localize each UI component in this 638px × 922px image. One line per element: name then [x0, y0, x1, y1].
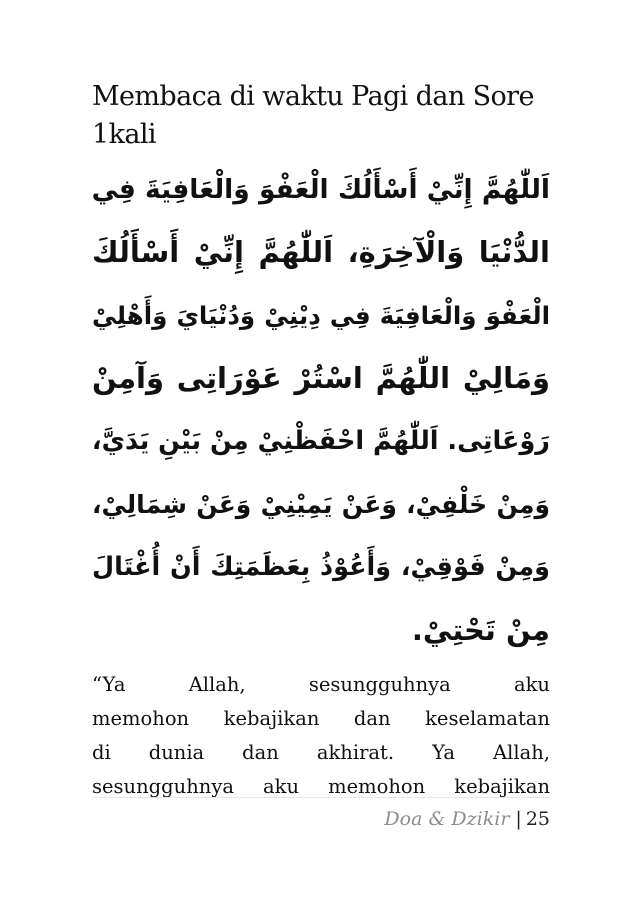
footer-divider [92, 797, 550, 798]
arabic-prayer-text [92, 158, 550, 662]
arabic-line-7: وَمِنْ فَوْقِيْ، وَأَعُوْذُ بِعَظَمَتِكَ أَنْ أُغْتَالَ [92, 552, 550, 582]
translation-line-3: di dunia dan akhirat. Ya Allah, [92, 741, 550, 764]
footer-book-title: Doa & Dzikir [384, 808, 510, 830]
heading-line-1: Membaca di waktu Pagi dan Sore [92, 81, 534, 112]
translation-line-2: memohon kebajikan dan keselamatan [92, 707, 550, 730]
arabic-line-2: الدُّنْيَا وَالْآخِرَةِ، اَللّٰهُمَّ إِنِّيْ أَسْأَلُكَ [92, 235, 550, 269]
footer-separator: | [515, 808, 522, 830]
arabic-line-1: اَللّٰهُمَّ إِنِّيْ أَسْأَلُكَ الْعَفْوَ وَالْعَافِيَةَ فِي [91, 174, 550, 205]
arabic-line-3: الْعَفْوَ وَالْعَافِيَةَ فِي دِيْنِيْ وَدُنْيَايَ وَأَهْلِيْ [92, 301, 550, 330]
translation-line-4: sesungguhnya aku memohon kebajikan [92, 775, 550, 798]
arabic-line-6: وَمِنْ خَلْفِيْ، وَعَنْ يَمِيْنِيْ وَعَنْ شِمَالِيْ، [92, 490, 550, 519]
page-content [92, 78, 550, 804]
page-footer [384, 806, 550, 832]
arabic-line-8: مِنْ تَحْتِيْ. [411, 613, 550, 647]
translation-text [92, 668, 550, 804]
arabic-line-4: وَمَالِيْ اللّٰهُمَّ اسْتُرْ عَوْرَاتِى وَآمِنْ [92, 361, 550, 395]
section-heading [92, 78, 550, 154]
arabic-line-5: رَوْعَاتِى. اَللّٰهُمَّ احْفَظْنِيْ مِنْ بَيْنِ يَدَيَّ، [91, 426, 550, 456]
page-number: 25 [525, 808, 550, 830]
heading-line-2: 1kali [92, 119, 156, 150]
translation-line-1: “Ya Allah, sesungguhnya aku [92, 673, 550, 696]
